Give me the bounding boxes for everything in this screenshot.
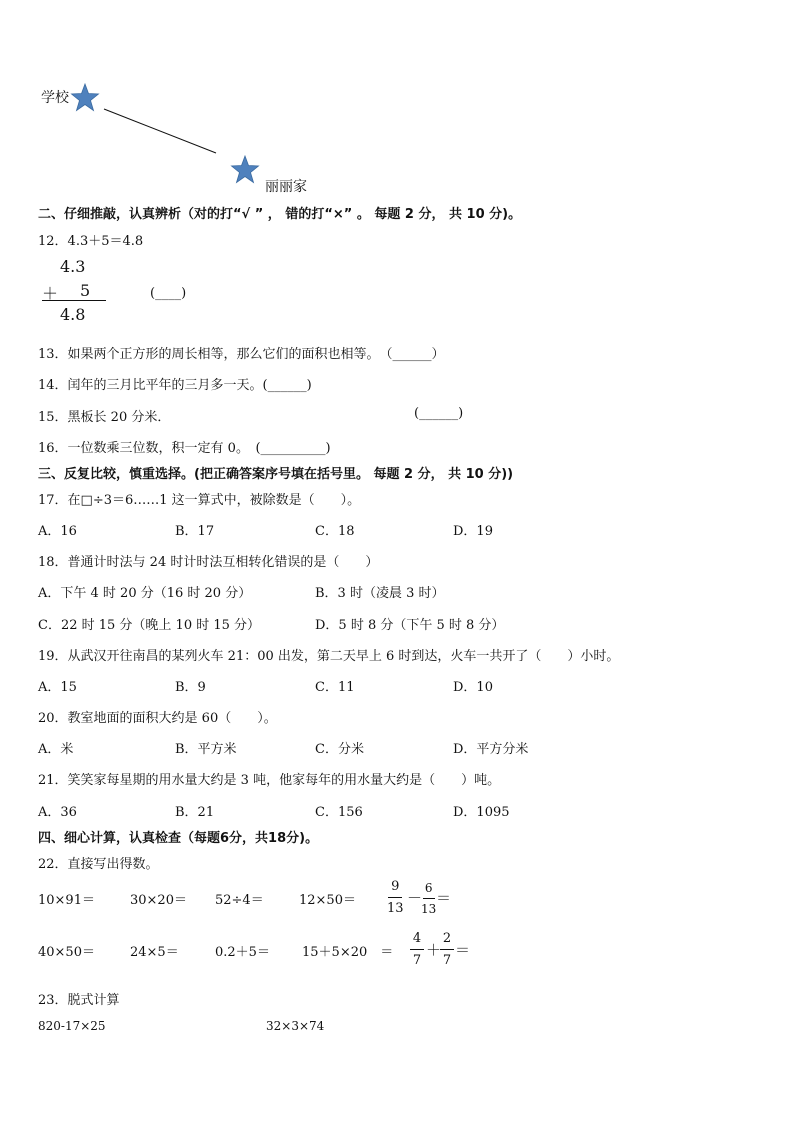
- q13-text: 13．如果两个正方形的周长相等，那么它们的面积也相等。 （______）: [38, 347, 445, 362]
- q14-text: 14．闰年的三月比平年的三月多一天。(______): [38, 378, 312, 393]
- q22-calc-4: 12×50＝: [299, 893, 356, 908]
- q22-calc-5: 40×50＝: [38, 945, 95, 960]
- numerator: 6: [424, 881, 433, 895]
- fraction-bar: [440, 949, 454, 950]
- q18-option-c[interactable]: C．22 时 15 分（晚上 10 时 15 分）: [38, 618, 261, 633]
- q20-option-b[interactable]: B．平方米: [175, 742, 237, 757]
- fraction-bar: [423, 898, 435, 899]
- q23-text: 23．脱式计算: [38, 993, 120, 1008]
- q22-calc-2: 30×20＝: [130, 893, 187, 908]
- q12-vertical-op: ＋: [42, 284, 59, 303]
- q22-fraction-1-eq: ＝: [436, 889, 452, 907]
- q22-fraction-2b: [440, 931, 454, 968]
- q16-text: 16．一位数乘三位数，积一定有 0。 (__________): [38, 441, 331, 456]
- q12-vertical-line: [42, 300, 106, 301]
- q21-option-a[interactable]: A．36: [38, 805, 77, 820]
- q22-fraction-1a: [387, 879, 404, 916]
- q12-vertical-mid: 5: [80, 281, 91, 300]
- section3-title: 三、反复比较，慎重选择。(把正确答案序号填在括号里。 每题 2 分， 共 10 分)): [38, 467, 514, 482]
- numerator: 2: [442, 931, 452, 946]
- q21-text: 21．笑笑家每星期的用水量大约是 3 吨，他家每年的用水量大约是（ ）吨。: [38, 773, 501, 788]
- q12-vertical-result: 4.8: [60, 305, 86, 324]
- school-star-icon: [70, 83, 100, 113]
- numerator: 9: [391, 879, 400, 894]
- q22-calc-3: 52÷4＝: [215, 893, 264, 908]
- q22-fraction-2-op: ＋: [426, 941, 442, 959]
- home-star-icon: [230, 155, 260, 185]
- q12-vertical-top: 4.3: [60, 257, 86, 276]
- school-label: 学校: [41, 90, 69, 106]
- q12-text: 12．4.3＋5＝4.8: [38, 234, 144, 249]
- q18-text: 18．普通计时法与 24 时计时法互相转化错误的是（ ）: [38, 555, 379, 570]
- q23-item-1: 820-17×25: [38, 1019, 106, 1033]
- section2-title: 二、仔细推敲，认真辨析（对的打“√ ” ， 错的打“×” 。 每题 2 分， 共 10 分)。: [38, 207, 522, 222]
- section4-title: 四、细心计算，认真检查（每题6分，共18分)。: [38, 831, 319, 846]
- q22-calc-6: 24×5＝: [130, 945, 179, 960]
- q12-answer-blank[interactable]: (____): [150, 286, 187, 301]
- q21-option-d[interactable]: D．1095: [453, 805, 510, 820]
- q22-fraction-2-eq: ＝: [455, 941, 471, 959]
- q17-option-b[interactable]: B．17: [175, 524, 215, 539]
- q17-option-c[interactable]: C．18: [315, 524, 355, 539]
- q20-option-c[interactable]: C．分米: [315, 742, 364, 757]
- denominator: 13: [421, 902, 437, 916]
- q18-option-a[interactable]: A．下午 4 时 20 分（16 时 20 分）: [38, 586, 252, 601]
- q19-option-a[interactable]: A．15: [38, 680, 77, 695]
- q21-option-c[interactable]: C．156: [315, 805, 363, 820]
- q15-text: 15．黑板长 20 分米．: [38, 410, 171, 425]
- q22-calc-1: 10×91＝: [38, 893, 95, 908]
- q22-fraction-1b: [421, 881, 436, 916]
- denominator: 13: [387, 901, 404, 916]
- home-label: 丽丽家: [265, 179, 307, 195]
- q19-option-b[interactable]: B．9: [175, 680, 206, 695]
- q18-option-b[interactable]: B．3 时（凌晨 3 时）: [315, 586, 445, 601]
- q20-text: 20．教室地面的面积大约是 60（ ）。: [38, 711, 277, 726]
- q22-text: 22．直接写出得数。: [38, 857, 159, 872]
- q22-fraction-1-op: －: [407, 889, 423, 907]
- route-line: [100, 105, 220, 157]
- q22-fraction-2a: [410, 931, 424, 968]
- denominator: 7: [412, 953, 422, 968]
- denominator: 7: [442, 953, 452, 968]
- fraction-bar: [388, 897, 402, 898]
- q17-option-a[interactable]: A．16: [38, 524, 77, 539]
- q15-answer-blank[interactable]: (______): [414, 406, 464, 421]
- q20-option-d[interactable]: D．平方分米: [453, 742, 529, 757]
- q17-option-d[interactable]: D．19: [453, 524, 493, 539]
- q19-option-d[interactable]: D．10: [453, 680, 493, 695]
- q19-text: 19．从武汉开往南昌的某列火车 21：00 出发，第二天早上 6 时到达，火车一共开了（ ）小时。: [38, 649, 620, 664]
- q22-calc-7: 0.2＋5＝: [215, 945, 270, 960]
- q18-option-d[interactable]: D．5 时 8 分（下午 5 时 8 分）: [315, 618, 505, 633]
- fraction-bar: [410, 949, 424, 950]
- q23-item-2: 32×3×74: [266, 1019, 325, 1033]
- numerator: 4: [412, 931, 422, 946]
- q19-option-c[interactable]: C．11: [315, 680, 355, 695]
- q22-calc-8: 15＋5×20 ＝: [302, 945, 394, 960]
- q17-text: 17．在□÷3＝6……1 这一算式中，被除数是（ ）。: [38, 493, 361, 508]
- q21-option-b[interactable]: B．21: [175, 805, 215, 820]
- q20-option-a[interactable]: A．米: [38, 742, 74, 757]
